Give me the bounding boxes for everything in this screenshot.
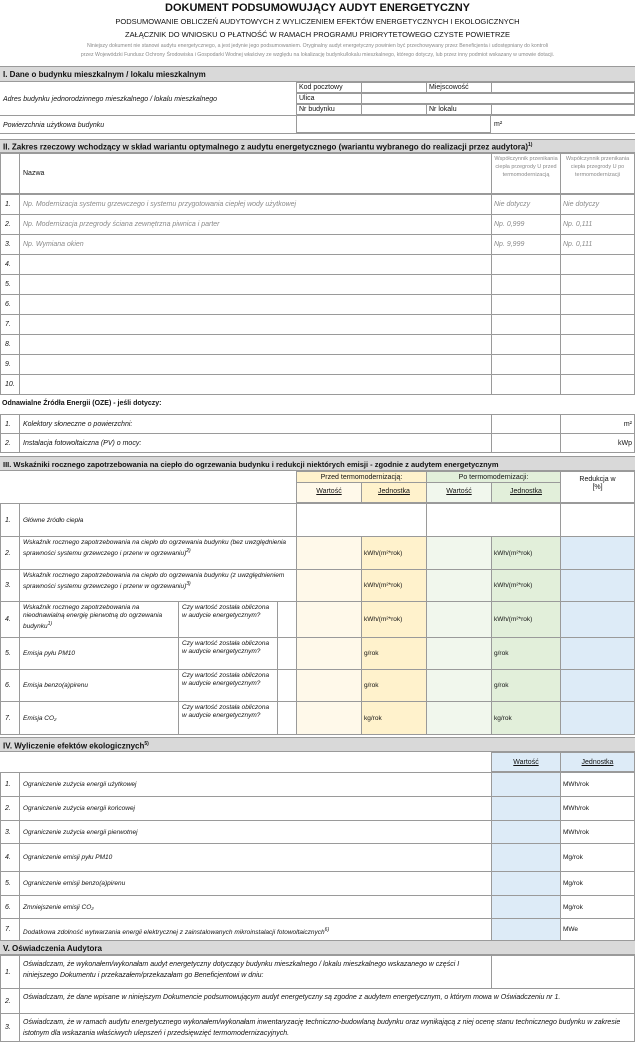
effect-row-number: 3.	[0, 820, 20, 844]
effect-row-value[interactable]	[491, 820, 561, 844]
indicator-label-text: Emisja CO₂	[23, 715, 57, 722]
oze-row-number: 2.	[0, 433, 20, 453]
scope-row-name[interactable]	[19, 354, 492, 375]
calculated-in-audit-question: Czy wartość została obliczona w audycie energetycznym?	[178, 601, 278, 638]
scope-row-u-after[interactable]	[560, 274, 635, 295]
indicator-reduction-value[interactable]	[560, 536, 635, 570]
effect-row-unit: MWh/rok	[560, 820, 635, 844]
declaration-text: Oświadczam, że wykonałem/wykonałam audyt energetyczny dotyczący budynku mieszkalnego / lokalu mieszkalnego wskazanego w części I niniejszego Dokumentu i przekazałem/przekazałam go Beneficjentowi w dniu:	[19, 955, 492, 989]
effect-row-label	[19, 871, 492, 896]
scope-row-number: 5.	[0, 274, 20, 295]
effect-row-label	[19, 820, 492, 844]
main-heat-source-after[interactable]	[426, 503, 561, 537]
document-note-line2: przez Wojewódzki Fundusz Ochrony Środowiska i Gospodarki Wodnej właściwy ze względu na lokalizację budynku/lokalu mieszkalnego, którego dotyczy, lub przez inny podmiot wskazany w umowie dotacji.	[80, 52, 555, 58]
effect-row-unit: Mg/rok	[560, 895, 635, 919]
effect-row-number: 4.	[0, 843, 20, 872]
document-title: DOKUMENT PODSUMOWUJĄCY AUDYT ENERGETYCZNY	[165, 2, 470, 14]
scope-row-u-after[interactable]: Np. 0,111	[560, 234, 635, 255]
effect-row-unit: MWe	[560, 918, 635, 941]
scope-row-number: 3.	[0, 234, 20, 255]
section-2-footnote: 1)	[528, 142, 533, 148]
oze-row-unit: m²	[560, 414, 635, 434]
indicator-row-number: 5.	[0, 637, 20, 670]
effect-label-text: Dodatkowa zdolność wytwarzania energii elektrycznej z zainstalowanych mikroinstalacji fotowoltaicznych	[23, 929, 325, 937]
oze-title: Odnawialne Źródła Energii (OZE) - jeśli dotyczy:	[2, 400, 162, 407]
scope-row-name[interactable]	[19, 334, 492, 355]
declaration-text: Oświadczam, że w ramach audytu energetycznego wykonałem/wykonałam inwentaryzację techniczno-budowlaną budynku oraz wynikającą z niej ocenę stanu technicznego budynku w zakresie istotnym dla wskazania właściwych ulepszeń i przedsięwzięć termomodernizacyjnych.	[19, 1013, 635, 1042]
section-2-header	[0, 139, 635, 153]
before-unit-header: Jednostka	[361, 482, 427, 503]
after-header: Po termomodernizacji:	[426, 471, 561, 483]
column-header-u-before: Współczynnik przenikania ciepła przegrody U przed termomodernizacją	[491, 153, 561, 194]
street-label: Ulica	[296, 93, 362, 104]
document-note-line1: Niniejszy dokument nie stanowi audytu energetycznego, a jest jedynie jego podsumowaniem. Oryginalny audyt energetyczny powinien być przechowywany przez Beneficjenta i udostępniany do kontroli	[86, 43, 549, 49]
scope-row-number: 4.	[0, 254, 20, 275]
scope-row-u-before[interactable]	[491, 354, 561, 375]
indicator-before-unit: kWh/(m²*rok)	[361, 536, 427, 570]
scope-row-u-before[interactable]	[491, 314, 561, 335]
scope-row-u-before[interactable]	[491, 254, 561, 275]
indicator-before-value[interactable]	[296, 669, 362, 702]
calculated-in-audit-answer[interactable]	[277, 701, 297, 735]
effect-row-unit: MWh/rok	[560, 772, 635, 797]
main-heat-source-before[interactable]	[296, 503, 427, 537]
effect-row-number: 7.	[0, 918, 20, 941]
column-header-u-after: Współczynnik przenikania ciepła przegrody U po termomodernizacji	[560, 153, 635, 194]
indicator-row-number: 4.	[0, 601, 20, 638]
indicator-row-label	[19, 569, 297, 602]
effect-label-text: Ograniczenie emisji pyłu PM10	[23, 854, 113, 861]
indicator-row-label	[19, 669, 179, 702]
effect-label-text: Ograniczenie zużycia energii końcowej	[23, 805, 136, 812]
indicator-row-number: 3.	[0, 569, 20, 602]
indicator-reduction-value[interactable]	[560, 669, 635, 702]
scope-row-u-after[interactable]	[560, 374, 635, 395]
scope-row-u-after[interactable]	[560, 314, 635, 335]
before-header: Przed termomodernizacją:	[296, 471, 427, 483]
effect-row-unit: Mg/rok	[560, 871, 635, 896]
indicator-after-value[interactable]	[426, 701, 492, 735]
indicator-before-value[interactable]	[296, 701, 362, 735]
scope-row-u-after[interactable]	[560, 354, 635, 375]
indicator-label-text: Emisja pyłu PM10	[23, 650, 76, 657]
scope-row-name[interactable]	[19, 254, 492, 275]
usable-area-unit: m²	[494, 121, 503, 128]
scope-row-name[interactable]	[19, 294, 492, 315]
scope-row-u-after[interactable]: Nie dotyczy	[560, 194, 635, 215]
indicator-label-text: Emisja benzo(a)pirenu	[23, 682, 89, 689]
calculated-in-audit-answer[interactable]	[277, 637, 297, 670]
effect-row-number: 1.	[0, 772, 20, 797]
indicator-reduction-value[interactable]	[560, 569, 635, 602]
apartment-number-field[interactable]	[491, 104, 635, 115]
indicator-after-unit: g/rok	[491, 637, 561, 670]
calculated-in-audit-question: Czy wartość została obliczona w audycie energetycznym?	[178, 669, 278, 702]
street-field[interactable]	[361, 93, 635, 104]
section-2-title: II. Zakres rzeczowy wchodzący w skład wariantu optymalnego z audytu energetycznego (wariantu wybranego do realizacji przez audytora)	[3, 142, 529, 152]
scope-row-u-before[interactable]: Np. 0,999	[491, 214, 561, 235]
indicator-label-text: Główne źródło ciepła	[23, 517, 84, 524]
scope-row-name[interactable]	[19, 314, 492, 335]
indicator-row-label	[19, 637, 179, 670]
declaration-number: 3.	[0, 1013, 20, 1042]
oze-row-label: Kolektory słoneczne o powierzchni:	[19, 414, 492, 434]
effect-row-value[interactable]	[491, 895, 561, 919]
indicator-footnote: 2)	[186, 548, 191, 554]
indicator-row-label	[19, 701, 179, 735]
section-5-header: V. Oświadczenia Audytora	[0, 940, 635, 955]
before-value-header: Wartość	[296, 482, 362, 503]
city-label: Miejscowość	[426, 82, 492, 93]
indicator-after-unit: kg/rok	[491, 701, 561, 735]
effect-row-label	[19, 843, 492, 872]
section-4-header	[0, 737, 635, 752]
effect-row-unit: Mg/rok	[560, 843, 635, 872]
effect-row-number: 2.	[0, 796, 20, 821]
usable-area-label: Powierzchnia użytkowa budynku	[3, 122, 105, 129]
scope-row-u-before[interactable]: Np. 9,999	[491, 234, 561, 255]
indicator-after-value[interactable]	[426, 669, 492, 702]
indicator-after-unit: kWh/(m²*rok)	[491, 569, 561, 602]
scope-row-u-after[interactable]	[560, 254, 635, 275]
scope-row-number: 7.	[0, 314, 20, 335]
indicator-reduction-value[interactable]	[560, 601, 635, 638]
effect-label-text: Ograniczenie zużycia energii pierwotnej	[23, 829, 138, 836]
scope-row-number: 8.	[0, 334, 20, 355]
indicator-row-number: 6.	[0, 669, 20, 702]
indicator-after-unit: kWh/(m²*rok)	[491, 536, 561, 570]
calculated-in-audit-answer[interactable]	[277, 669, 297, 702]
indicator-before-unit: g/rok	[361, 669, 427, 702]
indicator-before-unit: kWh/(m²*rok)	[361, 569, 427, 602]
effect-row-value[interactable]	[491, 843, 561, 872]
scope-row-u-after[interactable]	[560, 334, 635, 355]
indicator-row-number: 2.	[0, 536, 20, 570]
indicator-row-number: 7.	[0, 701, 20, 735]
indicator-label-text: Wskaźnik rocznego zapotrzebowania na ciepło do ogrzewania budynku (bez uwzględnienia sprawności systemu grzewczego i przerw w ogrzewaniu)	[23, 539, 287, 558]
scope-row-number: 6.	[0, 294, 20, 315]
scope-row-u-before[interactable]	[491, 274, 561, 295]
indicator-before-value[interactable]	[296, 637, 362, 670]
declaration-number: 1.	[0, 955, 20, 989]
scope-row-u-before[interactable]	[491, 374, 561, 395]
indicator-row-label	[19, 536, 297, 570]
section-3-header: III. Wskaźniki rocznego zapotrzebowania na ciepło do ogrzewania budynku i redukcji niektórych emisji - zgodnie z audytem energetycznym	[0, 456, 635, 471]
indicator-after-value[interactable]	[426, 569, 492, 602]
postal-code-label: Kod pocztowy	[296, 82, 362, 93]
calculated-in-audit-question: Czy wartość została obliczona w audycie energetycznym?	[178, 701, 278, 735]
effect-row-value[interactable]	[491, 871, 561, 896]
oze-row-unit: kWp	[560, 433, 635, 453]
oze-row-value[interactable]	[491, 414, 561, 434]
after-value-header: Wartość	[426, 482, 492, 503]
indicator-footnote: 1)	[47, 621, 53, 627]
calculated-in-audit-answer[interactable]	[277, 601, 297, 638]
effects-unit-header: Jednostka	[560, 752, 635, 772]
indicator-before-value[interactable]	[296, 536, 362, 570]
usable-area-field[interactable]	[296, 115, 491, 133]
indicator-before-value[interactable]	[296, 569, 362, 602]
scope-row-name[interactable]: Np. Wymiana okien	[19, 234, 492, 255]
effect-row-number: 6.	[0, 895, 20, 919]
scope-row-name[interactable]: Np. Modernizacja systemu grzewczego i systemu przygotowania ciepłej wody użytkowej	[19, 194, 492, 215]
scope-row-number: 9.	[0, 354, 20, 375]
indicator-reduction-value[interactable]	[560, 701, 635, 735]
indicator-before-value[interactable]	[296, 601, 362, 638]
scope-row-number: 1.	[0, 194, 20, 215]
address-label: Adres budynku jednorodzinnego mieszkalnego / lokalu mieszkalnego	[3, 96, 218, 103]
indicator-footnote: 3)	[186, 581, 191, 587]
effect-row-label	[19, 895, 492, 919]
oze-row-value[interactable]	[491, 433, 561, 453]
city-field[interactable]	[491, 82, 635, 93]
effect-row-number: 5.	[0, 871, 20, 896]
effect-label-text: Ograniczenie zużycia energii użytkowej	[23, 781, 137, 788]
indicator-after-value[interactable]	[426, 637, 492, 670]
scope-row-name[interactable]: Np. Modernizacja przegrody ściana zewnętrzna piwnica i parter	[19, 214, 492, 235]
scope-row-u-after[interactable]	[560, 294, 635, 315]
document-subtitle-annex: ZAŁĄCZNIK DO WNIOSKU O PŁATNOŚĆ W RAMACH PROGRAMU PRIORYTETOWEGO CZYSTE POWIETRZE	[124, 30, 511, 39]
column-header-name: Nazwa	[19, 153, 492, 194]
indicator-label-text: Wskaźnik rocznego zapotrzebowania na ciepło do ogrzewania budynku (z uwzględnieniem sprawności systemu grzewczego i przerw w ogrzewaniu)	[23, 572, 285, 591]
oze-row-label: Instalacja fotowoltaiczna (PV) o mocy:	[19, 433, 492, 453]
postal-code-field[interactable]	[361, 82, 427, 93]
effect-row-value[interactable]	[491, 918, 561, 941]
effect-label-text: Zmniejszenie emisji CO₂	[23, 904, 94, 911]
building-number-field[interactable]	[361, 104, 427, 115]
effect-label-text: Ograniczenie emisji benzo(a)pirenu	[23, 880, 126, 887]
indicator-before-unit: kWh/(m²*rok)	[361, 601, 427, 638]
scope-row-number: 10.	[0, 374, 20, 395]
effect-footnote: 6)	[324, 927, 330, 933]
effects-value-header: Wartość	[491, 752, 561, 772]
scope-row-number: 2.	[0, 214, 20, 235]
section-1-header: I. Dane o budynku mieszkalnym / lokalu mieszkalnym	[0, 66, 635, 82]
indicator-before-unit: g/rok	[361, 637, 427, 670]
indicator-before-unit: kg/rok	[361, 701, 427, 735]
effect-row-unit: MWh/rok	[560, 796, 635, 821]
document-subtitle: PODSUMOWANIE OBLICZEŃ AUDYTOWYCH Z WYLICZENIEM EFEKTÓW ENERGETYCZNYCH I EKOLOGICZNYCH	[115, 17, 520, 26]
declaration-number: 2.	[0, 988, 20, 1014]
after-unit-header: Jednostka	[491, 482, 561, 503]
indicator-row-label	[19, 601, 179, 638]
indicator-after-unit: g/rok	[491, 669, 561, 702]
calculated-in-audit-question: Czy wartość została obliczona w audycie energetycznym?	[178, 637, 278, 670]
scope-row-u-before[interactable]: Nie dotyczy	[491, 194, 561, 215]
apartment-number-label: Nr lokalu	[426, 104, 492, 115]
indicator-reduction-value[interactable]	[560, 637, 635, 670]
declaration-date-field[interactable]	[491, 955, 635, 989]
indicator-row-label	[19, 503, 297, 537]
scope-row-u-before[interactable]	[491, 294, 561, 315]
scope-row-u-after[interactable]: Np. 0,111	[560, 214, 635, 235]
indicator-label-text: Wskaźnik rocznego zapotrzebowania na nieodnawialną energię pierwotną do ogrzewania budynku	[23, 604, 163, 631]
oze-row-number: 1.	[0, 414, 20, 434]
effect-row-label	[19, 796, 492, 821]
reduction-header: Redukcja w [%]	[560, 471, 635, 503]
indicator-after-value[interactable]	[426, 601, 492, 638]
section-4-title: IV. Wyliczenie efektów ekologicznych	[3, 741, 145, 751]
effect-row-label	[19, 772, 492, 797]
effect-row-value[interactable]	[491, 796, 561, 821]
building-number-label: Nr budynku	[296, 104, 362, 115]
main-heat-source-reduction	[560, 503, 635, 537]
indicator-after-unit: kWh/(m²*rok)	[491, 601, 561, 638]
scope-row-u-before[interactable]	[491, 334, 561, 355]
declaration-text: Oświadczam, że dane wpisane w niniejszym Dokumencie podsumowującym audyt energetyczny są zgodne z audytem energetycznym, o którym mowa w Oświadczeniu nr 1.	[19, 988, 635, 1014]
scope-row-name[interactable]	[19, 374, 492, 395]
effect-row-label	[19, 918, 492, 941]
indicator-after-value[interactable]	[426, 536, 492, 570]
effect-row-value[interactable]	[491, 772, 561, 797]
section-4-footnote: 5)	[144, 741, 149, 747]
scope-row-name[interactable]	[19, 274, 492, 295]
indicator-row-number: 1.	[0, 503, 20, 537]
